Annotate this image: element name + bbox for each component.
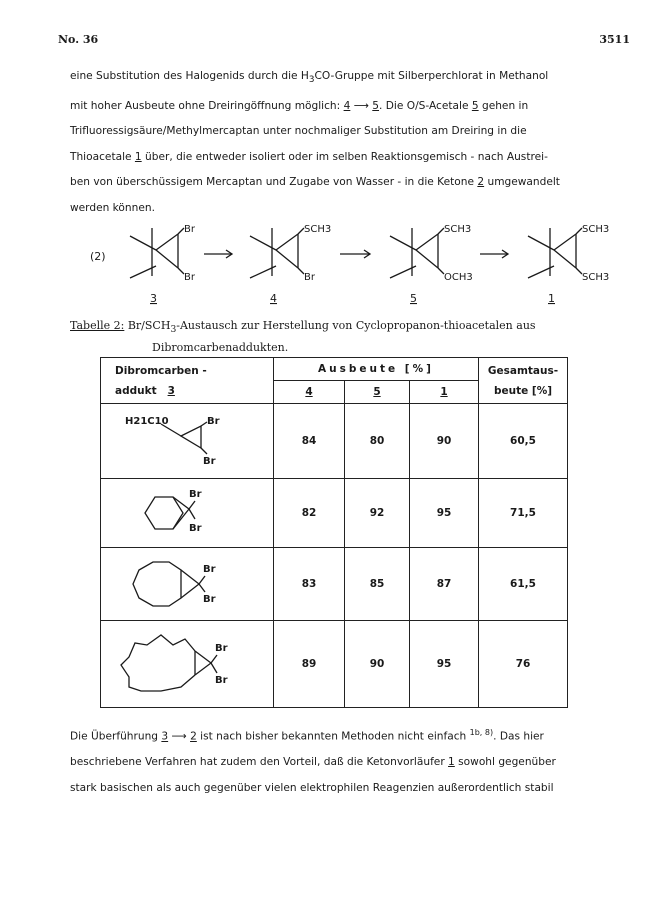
svg-text:OCH3: OCH3 [444, 272, 473, 283]
svg-text:SCH3: SCH3 [304, 224, 332, 235]
text-line: beschriebene Verfahren hat zudem den Vorteil, daß die Ketonvorläufer 1 sowohl gegenüber [70, 756, 556, 769]
table-row: Br Br 82 92 95 71,5 [101, 479, 568, 548]
text-line: ben von überschüssigem Mercaptan und Zugabe von Wasser - in die Ketone 2 umgewandelt [70, 176, 560, 189]
structure-bicyclotridecane [101, 621, 259, 707]
caption-label: Tabelle 2: [70, 319, 125, 332]
reaction-arrow [340, 250, 370, 258]
svg-text:Br: Br [203, 456, 216, 467]
subheader-5: 5 [345, 381, 410, 404]
scheme-label: (2) [90, 250, 106, 263]
paragraph-conclusion [70, 720, 630, 801]
header-yield: Ausbeute [%] [274, 358, 479, 381]
table-caption: Tabelle 2: $Br/SCH_3$-Austausch zur Herstellung von Cyclopropanon-thioacetalen aus Dibromcarbenaddukten. [70, 319, 536, 355]
text-line: werden können. [70, 201, 155, 214]
structure-bicycloheptane [101, 479, 259, 547]
svg-text:Br: Br [189, 523, 202, 534]
subheader-4: 4 [274, 381, 345, 404]
reaction-scheme [80, 218, 620, 313]
compound-5 [390, 224, 473, 305]
text-line: Trifluoressigsäure/Methylmercaptan unter nochmaliger Substitution am Dreiring in die [70, 125, 527, 138]
header-adduct: Dibromcarben - addukt 3 [101, 358, 274, 404]
page-number-right: 3511 [599, 33, 630, 46]
page-number-left: No. 36 [58, 33, 99, 46]
svg-text:4: 4 [270, 292, 277, 305]
structure-bicyclononane [101, 548, 259, 620]
text-line: stark basischen als auch gegenüber vielen elektrophilen Reagenzien außerordentlich stabil [70, 781, 554, 794]
table-row: Br Br 89 90 95 76 [101, 621, 568, 708]
svg-text:Br: Br [203, 564, 216, 575]
svg-text:H21C10: H21C10 [125, 416, 169, 427]
svg-text:Br: Br [184, 272, 195, 283]
compound-3 [130, 224, 196, 305]
results-table [100, 357, 568, 708]
reaction-arrow [204, 250, 232, 258]
svg-text:3: 3 [150, 292, 157, 305]
svg-text:SCH3: SCH3 [444, 224, 472, 235]
svg-text:Br: Br [215, 675, 228, 686]
compound-4 [250, 224, 331, 305]
table-row: Br Br 83 85 87 61,5 [101, 548, 568, 621]
compound-1 [528, 224, 609, 305]
svg-text:1: 1 [548, 292, 555, 305]
header-total: Gesamtaus- beute [%] [479, 358, 568, 404]
svg-text:Br: Br [207, 416, 220, 427]
svg-text:Br: Br [304, 272, 315, 283]
svg-text:SCH3: SCH3 [582, 272, 610, 283]
text-line: eine Substitution des Halogenids durch die $H_3CO$-Gruppe mit Silberperchlorat in Methanol [70, 70, 549, 86]
text-line: Die Überführung 3 ⟶ 2 ist nach bisher bekannten Methoden nicht einfach $^{1b, 8)}$. Das hier [70, 728, 544, 743]
svg-text:5: 5 [410, 292, 417, 305]
text-line: mit hoher Ausbeute ohne Dreiringöffnung möglich: 4 ⟶ 5. Die O/S-Acetale 5 gehen in [70, 99, 529, 112]
svg-text:Br: Br [184, 224, 195, 235]
svg-text:Br: Br [203, 594, 216, 605]
text-line: Thioacetale 1 über, die entweder isoliert oder im selben Reaktionsgemisch - nach Austrei- [70, 150, 548, 163]
subheader-1: 1 [410, 381, 479, 404]
table-row: H21C10 Br Br 84 80 90 60,5 [101, 404, 568, 479]
svg-text:SCH3: SCH3 [582, 224, 610, 235]
reaction-arrow [480, 250, 508, 258]
svg-text:Br: Br [189, 489, 202, 500]
paragraph-intro [70, 64, 630, 221]
structure-alkyl-cyclopropane [101, 404, 259, 478]
svg-text:Br: Br [215, 643, 228, 654]
